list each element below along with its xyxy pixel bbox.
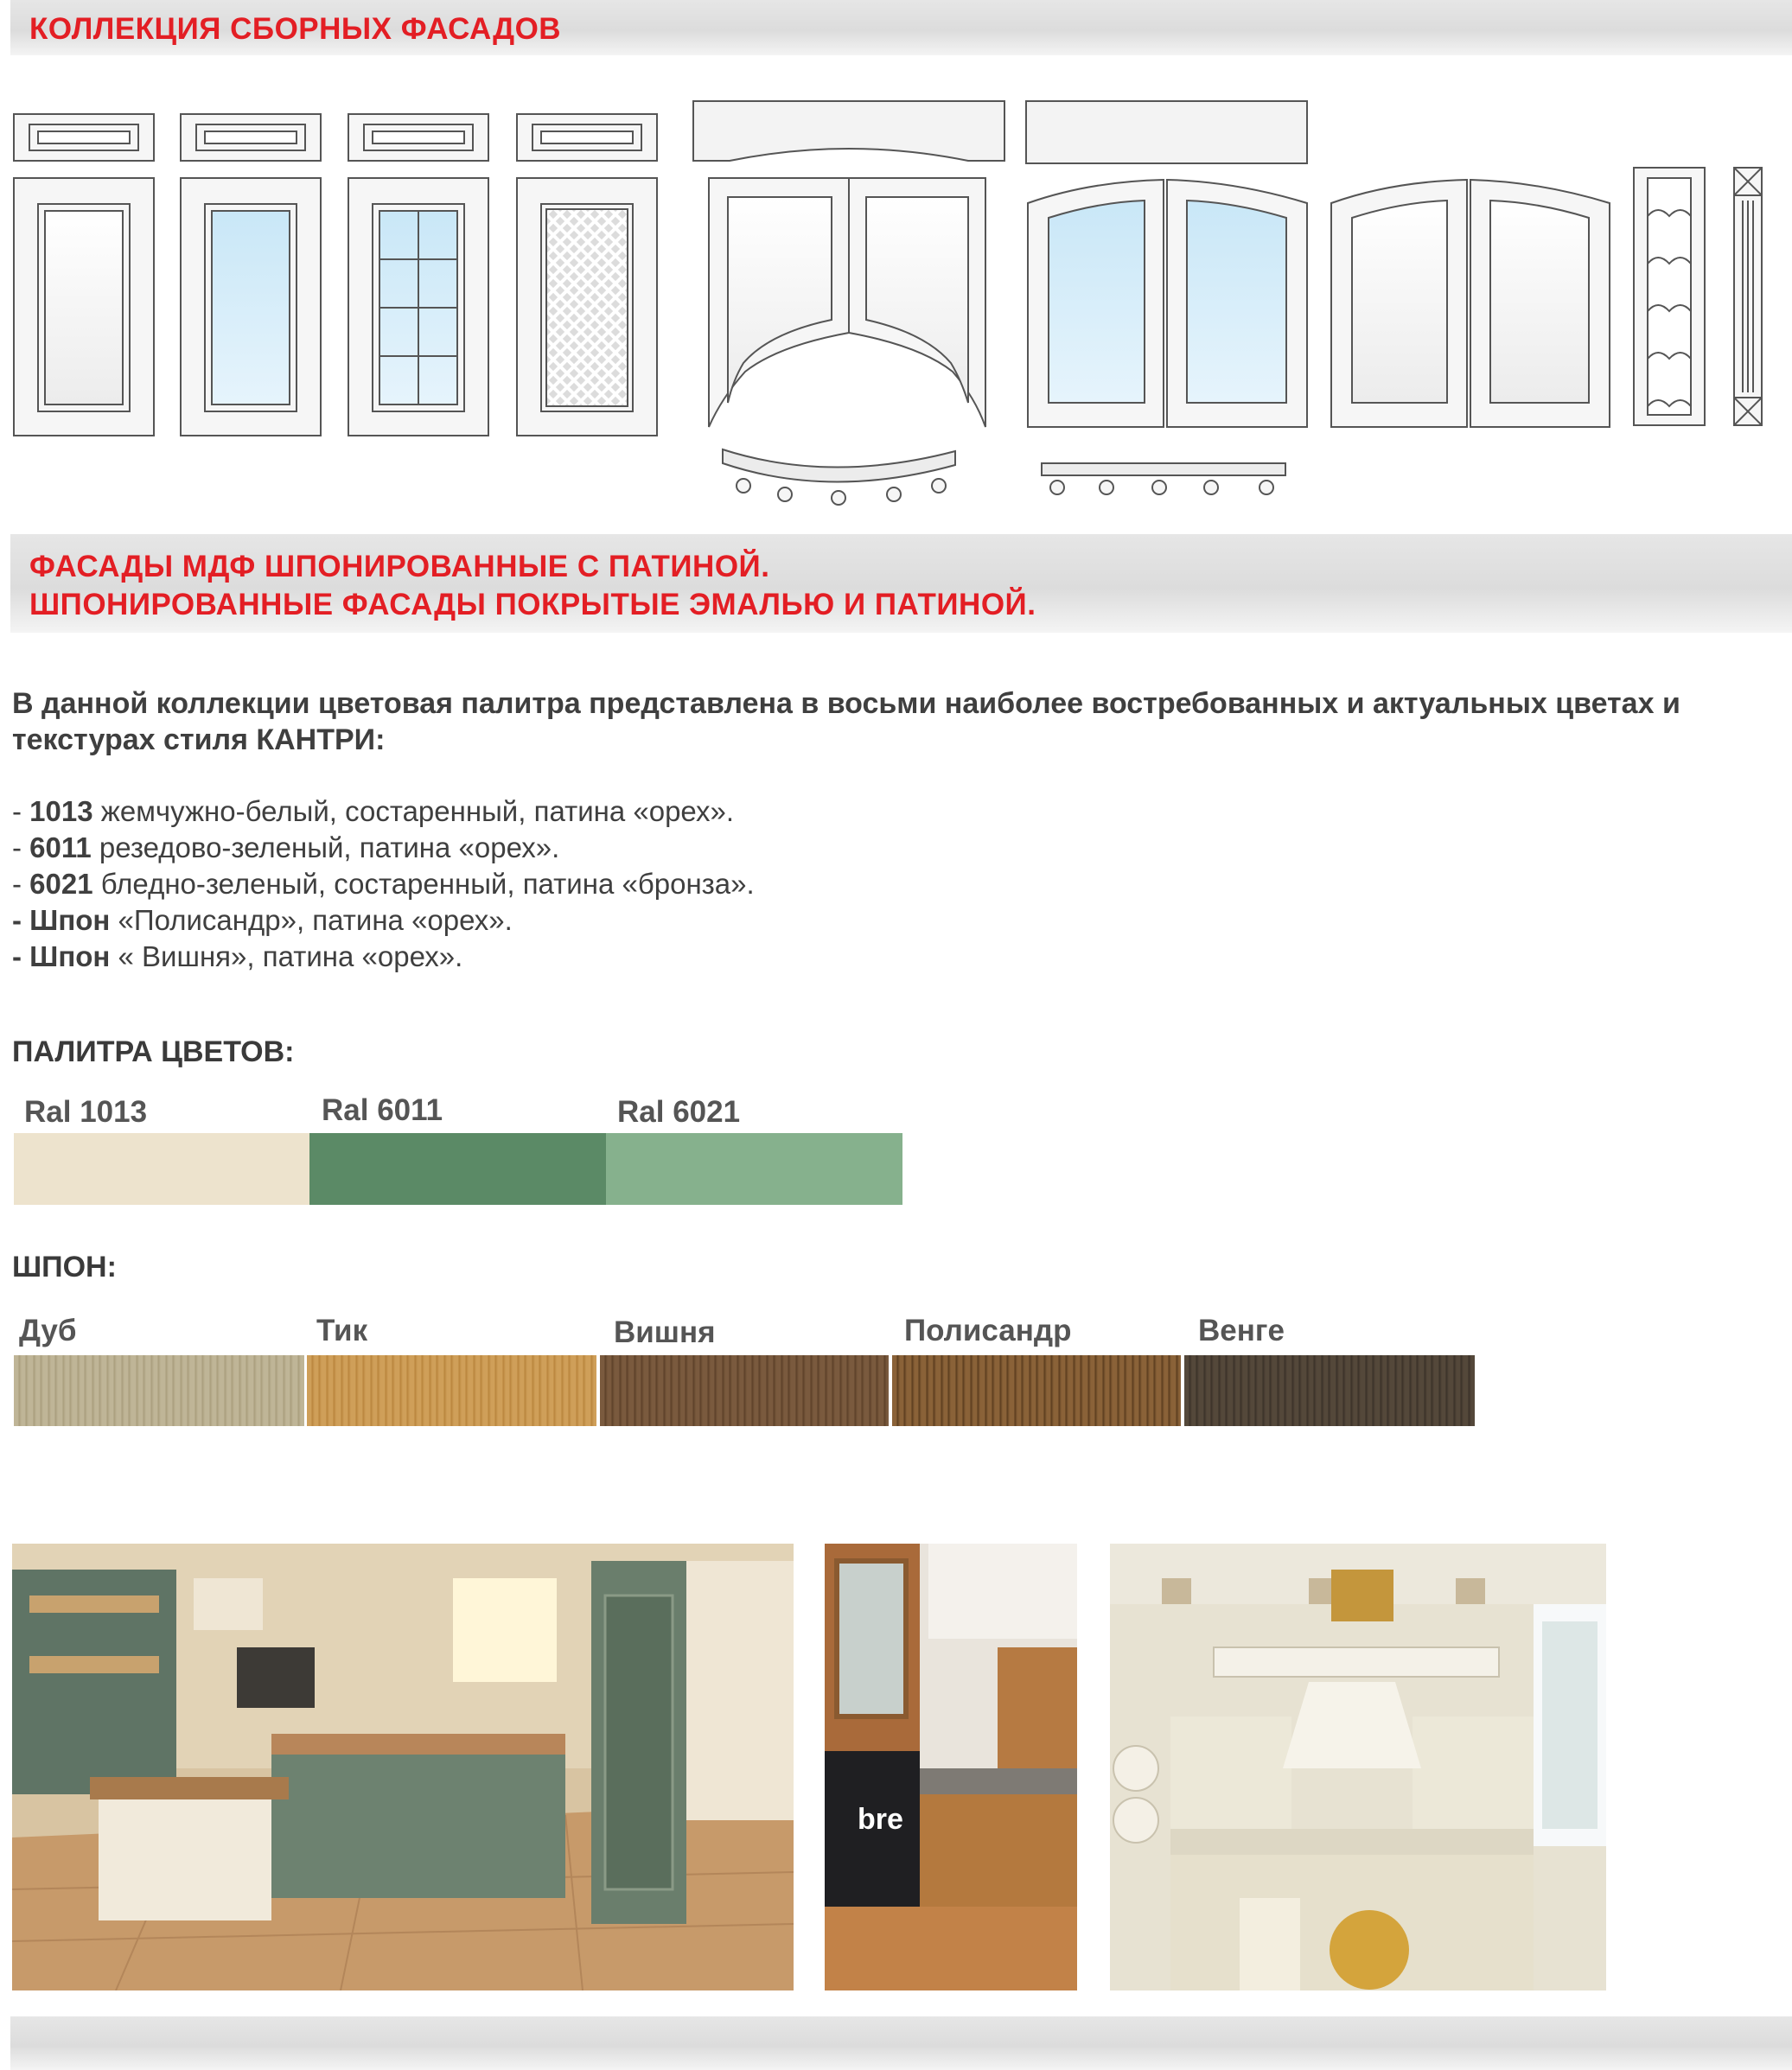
kitchen-photo-wood bbox=[825, 1544, 1077, 1990]
list-item: - 6011 резедово-зеленый, патина «орех». bbox=[12, 831, 560, 863]
veneer-swatch-rosewood bbox=[892, 1355, 1181, 1426]
footer-band bbox=[10, 2016, 1792, 2070]
palette-label-6011: Ral 6011 bbox=[322, 1093, 443, 1127]
section-title-line1: ФАСАДЫ МДФ ШПОНИРОВАННЫЕ С ПАТИНОЙ. bbox=[29, 550, 770, 583]
brand-logo: bre bbox=[858, 1803, 903, 1836]
palette-label-1013: Ral 1013 bbox=[24, 1095, 148, 1129]
veneer-label-cherry: Вишня bbox=[614, 1315, 716, 1349]
veneer-swatch-teak bbox=[307, 1355, 596, 1426]
veneer-label-oak: Дуб bbox=[19, 1314, 77, 1347]
palette-swatch-1013 bbox=[14, 1133, 309, 1205]
palette-swatch-6021 bbox=[606, 1133, 902, 1205]
veneer-label-rosewood: Полисандр bbox=[904, 1314, 1072, 1347]
palette-swatch-6011 bbox=[309, 1133, 606, 1205]
list-item: - Шпон « Вишня», патина «орех». bbox=[12, 940, 463, 972]
list-item: - 6021 бледно-зеленый, состаренный, патина «бронза». bbox=[12, 868, 755, 900]
veneer-swatch-wenge bbox=[1184, 1355, 1475, 1426]
list-item: - 1013 жемчужно-белый, состаренный, патина «орех». bbox=[12, 795, 735, 827]
intro-paragraph: В данной коллекции цветовая палитра представлена в восьми наиболее востребованных и актуальных цветах и текстурах стиля КАНТРИ: bbox=[12, 687, 1680, 756]
palette-label-6021: Ral 6021 bbox=[617, 1095, 741, 1129]
page-title: КОЛЛЕКЦИЯ СБОРНЫХ ФАСАДОВ bbox=[29, 12, 562, 46]
veneer-label-wenge: Венге bbox=[1198, 1314, 1285, 1347]
kitchen-photo-white bbox=[1110, 1544, 1606, 1990]
facade-collection-drawings bbox=[0, 0, 1792, 519]
section-title-line2: ШПОНИРОВАННЫЕ ФАСАДЫ ПОКРЫТЫЕ ЭМАЛЬЮ И ПАТИНОЙ. bbox=[29, 588, 1036, 621]
veneer-swatch-oak bbox=[14, 1355, 304, 1426]
veneer-swatch-cherry bbox=[600, 1355, 889, 1426]
kitchen-photo-green bbox=[12, 1544, 794, 1990]
color-options-list bbox=[12, 793, 755, 975]
list-item: - Шпон «Полисандр», патина «орех». bbox=[12, 904, 513, 936]
veneer-heading: ШПОН: bbox=[12, 1251, 117, 1283]
veneer-label-teak: Тик bbox=[316, 1314, 368, 1347]
palette-heading: ПАЛИТРА ЦВЕТОВ: bbox=[12, 1035, 295, 1068]
